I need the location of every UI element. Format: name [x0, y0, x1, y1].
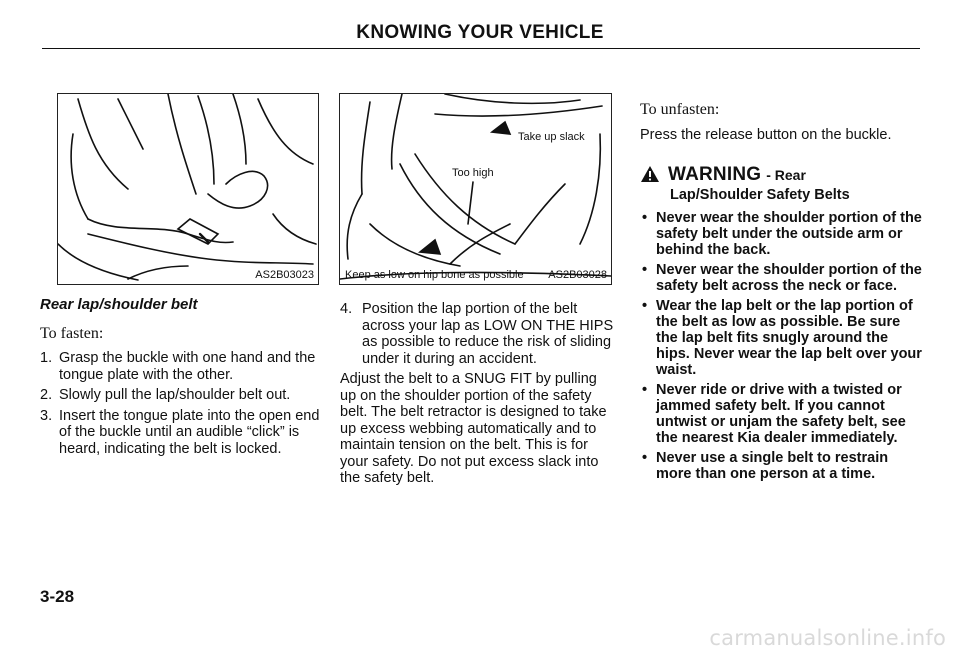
warning-text: Wear the lap belt or the lap portion of the belt as low as possible. Be sure the lap belt fits snugly around the hips. Never wear the lap belt over your waist. — [656, 297, 922, 378]
list-item — [40, 408, 320, 458]
fasten-label: To fasten: — [40, 324, 104, 342]
position-steps — [340, 301, 615, 367]
step-text: Insert the tongue plate into the open end of the buckle until an audible “click” is heard, indicating the belt is locked. — [59, 407, 320, 457]
step-number: 3. — [40, 407, 53, 424]
fasten-steps — [40, 350, 320, 457]
warning-text: Never ride or drive with a twisted or jammed safety belt. If you cannot untwist or unjam the safety belt, see the nearest Kia dealer immediately. — [656, 381, 906, 446]
list-item — [340, 301, 615, 367]
unfasten-text: Press the release button on the buckle. — [640, 126, 892, 143]
warning-title: WARNING — [668, 163, 762, 185]
column-right — [640, 102, 925, 486]
warning-subtitle-2: Lap/Shoulder Safety Belts — [670, 187, 850, 203]
illustration-fastening-buckle — [57, 93, 319, 285]
illustration-lap-position — [339, 93, 612, 285]
warning-subtitle: - Rear — [766, 166, 806, 183]
step-number: 4. — [340, 301, 353, 317]
take-up-slack-label: Take up slack — [518, 131, 585, 143]
header-rule — [42, 48, 920, 49]
lap-belt-drawing — [340, 94, 611, 284]
list-item — [640, 298, 925, 378]
step-text: Position the lap portion of the belt across your lap as LOW ON THE HIPS as possible to reduce the risk of sliding under it during an accident. — [362, 301, 614, 367]
list-item — [40, 387, 320, 404]
watermark: carmanualsonline.info — [709, 626, 946, 650]
page-header: KNOWING YOUR VEHICLE — [356, 22, 604, 43]
bullet-icon: • — [642, 381, 648, 398]
list-item — [640, 210, 925, 258]
list-item — [640, 262, 925, 294]
step-text: Grasp the buckle with one hand and the tongue plate with the other. — [59, 350, 316, 383]
list-item — [640, 450, 925, 482]
column-left — [40, 297, 320, 461]
bullet-icon: • — [642, 261, 648, 278]
bullet-icon: • — [642, 209, 648, 226]
figure-code: AS2B03023 — [255, 269, 314, 281]
step-text: Slowly pull the lap/shoulder belt out. — [59, 387, 291, 403]
buckle-drawing — [58, 94, 318, 284]
warning-text: Never use a single belt to restrain more than one person at a time. — [656, 449, 889, 482]
step-number: 2. — [40, 387, 53, 403]
figure-caption: Keep as low on hip bone as possible — [345, 269, 524, 281]
too-high-label: Too high — [452, 167, 494, 179]
warning-text: Never wear the shoulder portion of the safety belt across the neck or face. — [656, 261, 922, 294]
section-title: Rear lap/shoulder belt — [40, 296, 198, 313]
figure-code: AS2B03028 — [548, 269, 607, 281]
warning-list — [640, 210, 925, 482]
warning-heading — [640, 165, 925, 183]
page-number: 3-28 — [40, 587, 75, 606]
list-item — [40, 350, 320, 383]
warning-triangle-icon — [640, 165, 660, 183]
bullet-icon: • — [642, 449, 648, 466]
column-middle — [340, 301, 615, 487]
warning-text: Never wear the shoulder portion of the safety belt under the outside arm or behind the back. — [656, 209, 922, 258]
unfasten-label: To unfasten: — [640, 101, 720, 118]
adjust-paragraph: Adjust the belt to a SNUG FIT by pulling up on the shoulder portion of the safety belt. The belt retractor is designed to take up excess webbing automatically and to maintain tension on the belt. This is for your safety. Do not put excess slack into the safety belt. — [340, 371, 607, 486]
list-item — [640, 382, 925, 446]
bullet-icon: • — [642, 297, 648, 314]
step-number: 1. — [40, 350, 53, 366]
